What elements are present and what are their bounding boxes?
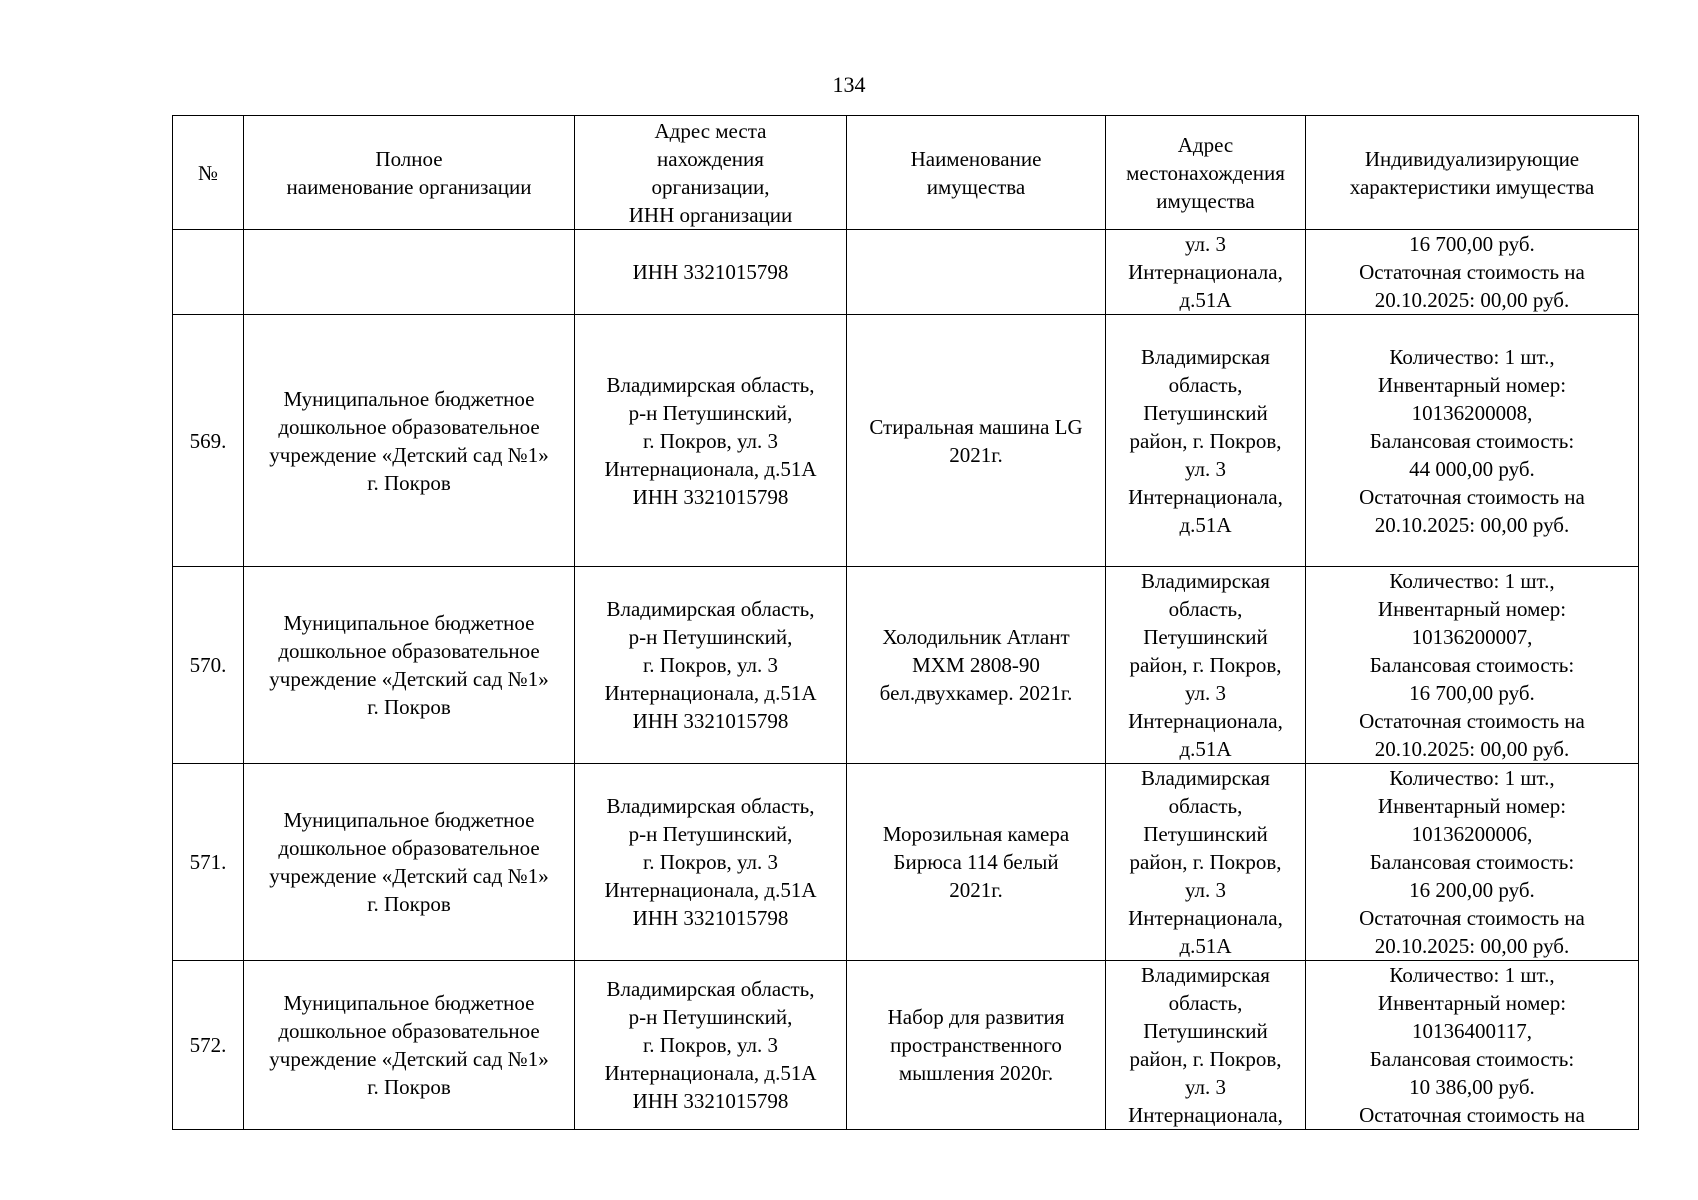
cell-org-address: Владимирская область, р-н Петушинский, г. Покров, ул. 3 Интернационала, д.51А ИНН 3321015798 — [575, 764, 847, 961]
cell-org-address: Владимирская область, р-н Петушинский, г. Покров, ул. 3 Интернационала, д.51А ИНН 3321015798 — [575, 961, 847, 1130]
cell-organization: Муниципальное бюджетное дошкольное образовательное учреждение «Детский сад №1» г. Покров — [244, 764, 575, 961]
cell-number: 569. — [173, 315, 244, 567]
table-header-row — [173, 116, 1639, 230]
header-org-address: Адрес места нахождения организации, ИНН организации — [575, 116, 847, 230]
cell-org-address: Владимирская область, р-н Петушинский, г. Покров, ул. 3 Интернационала, д.51А ИНН 3321015798 — [575, 567, 847, 764]
continuation-row — [173, 230, 1639, 315]
property-registry-table — [172, 115, 1639, 1130]
cell-characteristics: Количество: 1 шт., Инвентарный номер: 10136200006, Балансовая стоимость: 16 200,00 руб. Остаточная стоимость на 20.10.2025: 00,00 руб. — [1306, 764, 1639, 961]
cell-organization — [244, 230, 575, 315]
cell-property-name — [847, 230, 1106, 315]
cell-characteristics: 16 700,00 руб. Остаточная стоимость на 20.10.2025: 00,00 руб. — [1306, 230, 1639, 315]
header-property-address: Адрес местонахождения имущества — [1106, 116, 1306, 230]
cell-property-address: Владимирская область, Петушинский район, г. Покров, ул. 3 Интернационала, д.51А — [1106, 567, 1306, 764]
cell-property-address: ул. 3 Интернационала, д.51А — [1106, 230, 1306, 315]
page-number: 134 — [832, 72, 866, 97]
table-row — [173, 961, 1639, 1130]
header-number: № — [173, 116, 244, 230]
cell-organization: Муниципальное бюджетное дошкольное образовательное учреждение «Детский сад №1» г. Покров — [244, 315, 575, 567]
cell-property-address: Владимирская область, Петушинский район, г. Покров, ул. 3 Интернационала, — [1106, 961, 1306, 1130]
cell-organization: Муниципальное бюджетное дошкольное образовательное учреждение «Детский сад №1» г. Покров — [244, 567, 575, 764]
cell-number: 572. — [173, 961, 244, 1130]
cell-property-name: Набор для развития пространственного мышления 2020г. — [847, 961, 1106, 1130]
cell-characteristics: Количество: 1 шт., Инвентарный номер: 10136200008, Балансовая стоимость: 44 000,00 руб. Остаточная стоимость на 20.10.2025: 00,00 руб. — [1306, 315, 1639, 567]
header-property-name: Наименование имущества — [847, 116, 1106, 230]
cell-number — [173, 230, 244, 315]
cell-org-address: ИНН 3321015798 — [575, 230, 847, 315]
table-row — [173, 567, 1639, 764]
cell-number: 570. — [173, 567, 244, 764]
cell-characteristics: Количество: 1 шт., Инвентарный номер: 10136400117, Балансовая стоимость: 10 386,00 руб. Остаточная стоимость на — [1306, 961, 1639, 1130]
cell-characteristics: Количество: 1 шт., Инвентарный номер: 10136200007, Балансовая стоимость: 16 700,00 руб. Остаточная стоимость на 20.10.2025: 00,00 руб. — [1306, 567, 1639, 764]
cell-property-name: Холодильник Атлант МХМ 2808-90 бел.двухкамер. 2021г. — [847, 567, 1106, 764]
header-characteristics: Индивидуализирующие характеристики имущества — [1306, 116, 1639, 230]
table-row — [173, 764, 1639, 961]
cell-property-name: Морозильная камера Бирюса 114 белый 2021г. — [847, 764, 1106, 961]
header-organization: Полное наименование организации — [244, 116, 575, 230]
cell-org-address: Владимирская область, р-н Петушинский, г. Покров, ул. 3 Интернационала, д.51А ИНН 3321015798 — [575, 315, 847, 567]
cell-number: 571. — [173, 764, 244, 961]
cell-property-address: Владимирская область, Петушинский район, г. Покров, ул. 3 Интернационала, д.51А — [1106, 315, 1306, 567]
cell-property-address: Владимирская область, Петушинский район, г. Покров, ул. 3 Интернационала, д.51А — [1106, 764, 1306, 961]
cell-organization: Муниципальное бюджетное дошкольное образовательное учреждение «Детский сад №1» г. Покров — [244, 961, 575, 1130]
cell-property-name: Стиральная машина LG 2021г. — [847, 315, 1106, 567]
table-row — [173, 315, 1639, 567]
